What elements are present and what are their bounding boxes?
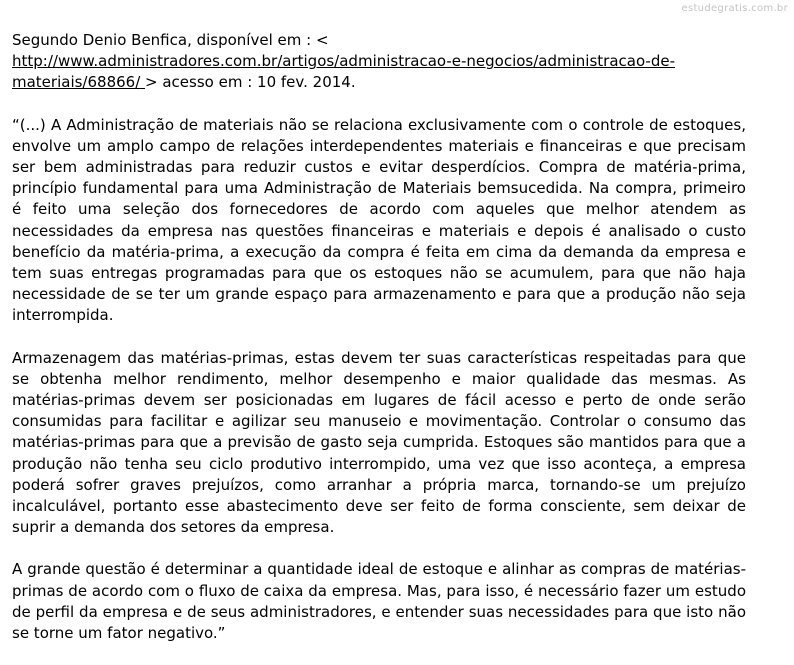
document-body (12, 30, 746, 665)
source-access-date: > acesso em : 10 fev. 2014. (145, 73, 356, 92)
source-url-line2[interactable]: materiais/68866/ (12, 73, 141, 92)
paragraph-3: A grande questão é determinar a quantidade ideal de estoque e alinhar as compras de matérias-primas de acordo com o fluxo de caixa da empresa. Mas, para isso, é necessário fazer um estudo de perfil da empresa e de seus administradores, e entender suas necessidades para que isto não se torne um fator negativo.” (12, 560, 746, 643)
source-citation (12, 30, 746, 94)
watermark: estudegratis.com.br (681, 3, 788, 14)
paragraph-1: “(...) A Administração de materiais não se relaciona exclusivamente com o controle de estoques, envolve um amplo campo de relações interdependentes materiais e financeiras e que precisam ser bem administradas para reduzir custos e evitar desperdícios. Compra de matéria-prima, princípio fundamental para uma Administração de Materiais bemsucedida. Na compra, primeiro é feito uma seleção dos fornecedores de acordo com aqueles que melhor atendem as necessidades da empresa nas questões financeiras e materiais e depois é analisado o custo benefício da matéria-prima, a execução da compra é feita em cima da demanda da empresa e tem suas entregas programadas para que os estoques não se acumulem, para que não haja necessidade de se ter um grande espaço para armazenamento e para que a produção não seja interrompida. (12, 115, 746, 325)
source-intro: Segundo Denio Benfica, disponível em : < (12, 31, 329, 49)
source-url-line1[interactable]: http://www.administradores.com.br/artigos/administracao-e-negocios/administracao-de- (12, 52, 675, 71)
paragraph-2: Armazenagem das matérias-primas, estas devem ter suas características respeitadas para que se obtenha melhor rendimento, melhor desempenho e maior qualidade das mesmas. As matérias-primas devem ser posicionadas em lugares de fácil acesso e perto de onde serão consumidas para facilitar e agilizar seu manuseio e movimentação. Controlar o consumo das matérias-primas para que a previsão de gasto seja cumprida. Estoques são mantidos para que a produção não tenha seu ciclo produtivo interrompido, uma vez que isso aconteça, a empresa poderá sofrer graves prejuízos, como arranhar a própria marca, tornando-se um prejuízo incalculável, portanto esse abastecimento deve ser feito de forma consciente, sem deixar de suprir a demanda dos setores da empresa. (12, 348, 746, 537)
